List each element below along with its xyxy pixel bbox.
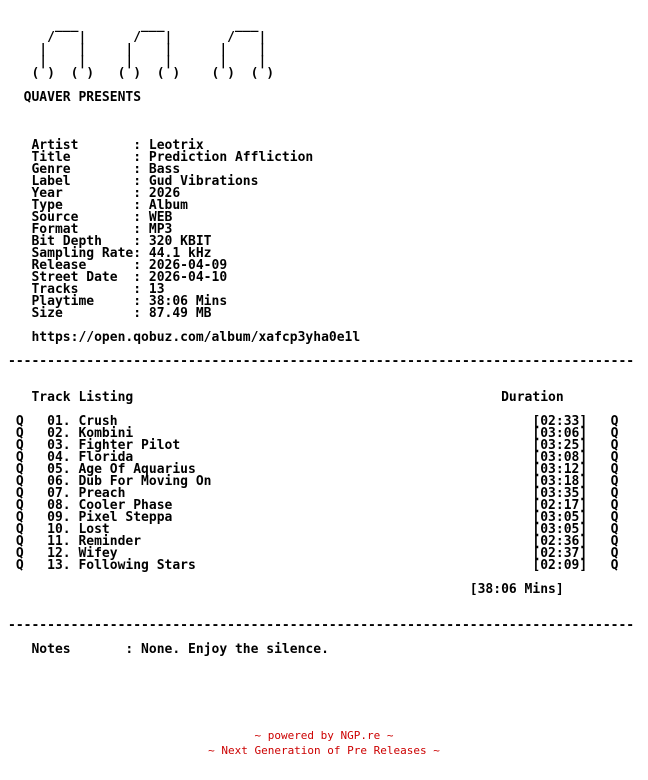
footer xyxy=(0,728,648,758)
footer-tagline: ~ Next Generation of Pre Releases ~ xyxy=(208,744,440,757)
footer-powered-by: ~ powered by NGP.re ~ xyxy=(254,729,394,742)
nfo-text: ___ ___ ___ / | / | / | | | | | | | | | | | | | ( ) ( ) ( ) ( ) ( ) ( ) QUAVER PRESENTS Artist : Leotrix Title : Prediction Affliction Genre : Bass Label : Gud Vibrations Year : 2026 Type : Album Source : WEB Format : MP3 Bit Depth : 320 KBIT Sampling Rate: 44.1 kHz Release : 2026-04-09 Street Date : 2026-04-10 Tracks : 13 Playtime : 38:06 Mins Size : 87.49 MB https://open.qobuz.com/album/xafcp3yha0e1l -------------------------------------------------------------------------------- Track Listing Duration Q 01. Crush [02:33] Q Q 02. Kombini [03:06] Q Q 03. Fighter Pilot [03:25] Q Q 04. Florida [03:08] Q Q 05. Age Of Aquarius [03:12] Q Q 06. Dub For Moving On [03:18] Q Q 07. Preach [03:35] Q Q 08. Cooler Phase [02:17] Q Q 09. Pixel Steppa [03:05] Q Q 10. Lost [03:05] Q Q 11. Reminder [02:36] Q Q 12. Wifey [02:37] Q Q 13. Following Stars [02:09] Q [38:06 Mins] -------------------------------------------------------------------------------- Notes : None. Enjoy the silence. xyxy=(8,18,635,657)
